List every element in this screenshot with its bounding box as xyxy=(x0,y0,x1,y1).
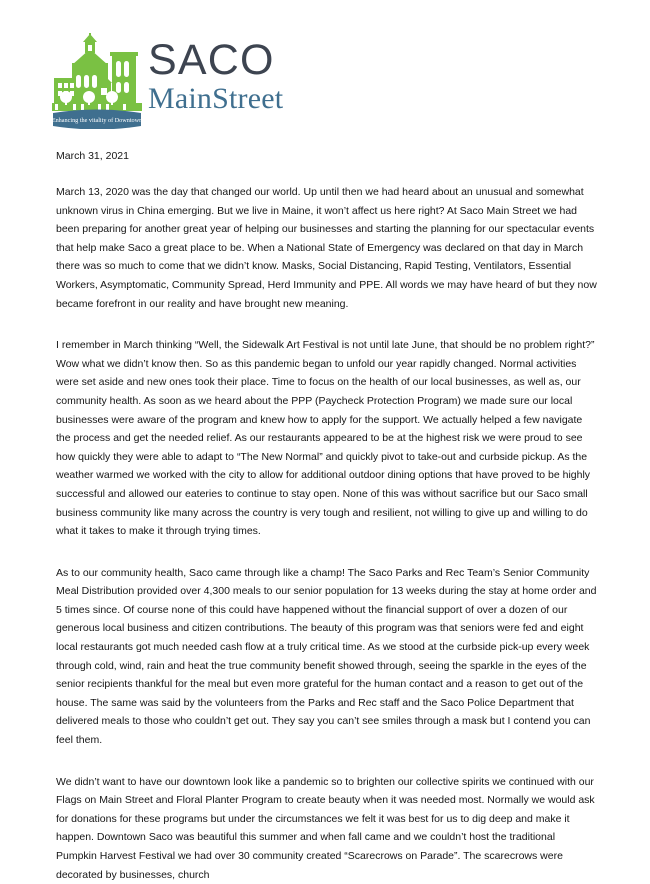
logo-tagline: Enhancing the vitality of Downtown xyxy=(52,117,143,124)
letter-paragraph: I remember in March thinking “Well, the Sidewalk Art Festival is not until late June, that should be no problem right?” Wow what we didn’t know then. So as this pandemic began to unfold our year rapidly changed. Normal activities were set aside and new ones took their place. Time to focus on the health of our local businesses, as well as, our community health. As soon as we heard about the PPP (Paycheck Protection Program) we made sure our local businesses were aware of the program and knew how to apply for the support. We actually helped a few navigate the process and get the needed relief. As our restaurants appeared to be at the highest risk we were proud to see how quickly they were able to adapt to “The New Normal” and quickly pivot to take-out and curbside pickup. As the weather warmed we worked with the city to allow for additional outdoor dining options that have proved to be highly successful and allowed our eateries to continue to stay open. None of this was without sacrifice but our Saco small business community like many across the country is very tough and resilient, not willing to give up and willing to do what it takes to make it through trying times. xyxy=(56,339,595,538)
letter-date: March 31, 2021 xyxy=(56,150,129,162)
logo-wordmark xyxy=(148,33,283,114)
letter-paragraph: We didn’t want to have our downtown look like a pandemic so to brighten our collective spirits we continued with our Flags on Main Street and Floral Planter Program to create beauty when it was needed most. Normally we would ask for donations for these programs but under the circumstances we felt it was best for us to dig deep and make it happen. Downtown Saco was beautiful this summer and when fall came and we couldn’t host the traditional Pumpkin Harvest Festival we had over 30 community created “Scarecrows on Parade”. The scarecrows were decorated by businesses, church xyxy=(56,775,595,881)
letterhead xyxy=(52,33,322,133)
letter-paragraph: March 13, 2020 was the day that changed our world. Up until then we had heard about an unusual and somewhat unknown virus in China emerging. But we live in Maine, it won’t affect us here right? At Saco Main Street we had been preparing for another great year of helping our businesses and starting the planning for our spectacular events that help make Saco a great place to be. When a National State of Emergency was declared on that day in March there was so much to come that we didn’t know. Masks, Social Distancing, Rapid Testing, Ventilators, Essential Workers, Asymptomatic, Community Spread, Herd Immunity and PPE. All words we may have heard of but they now became forefront in our reality and have brought new meaning. xyxy=(56,186,597,310)
logo-wordmark-mainstreet: MainStreet xyxy=(148,82,284,115)
letter-paragraph: As to our community health, Saco came through like a champ! The Saco Parks and Rec Team’s Senior Community Meal Distribution provided over 4,300 meals to our senior population for 13 weeks during the stay at home order and 5 times since. Of course none of this could have happened without the financial support of over a dozen of our generous local business and citizen contributions. The beauty of this program was that seniors were fed and eight local restaurants got much needed cash flow at a truly critical time. As we stood at the curbside pick-up every week through cold, wind, rain and heat the true community benefit showed through, seeing the sparkle in the eyes of the senior recipients thankful for the meal but even more grateful for the human contact and a reason to get out of the house. The same was said by the volunteers from the Parks and Rec staff and the Saco Police Department that delivered meals to those who couldn’t get out. They say you can’t see smiles through a mask but I contend you can feel them. xyxy=(56,566,597,747)
letter-body xyxy=(56,148,598,884)
logo-wordmark-saco: SACO xyxy=(148,36,275,84)
saco-cityscape-logo-icon xyxy=(52,33,144,129)
saco-main-street-logo xyxy=(52,33,322,129)
